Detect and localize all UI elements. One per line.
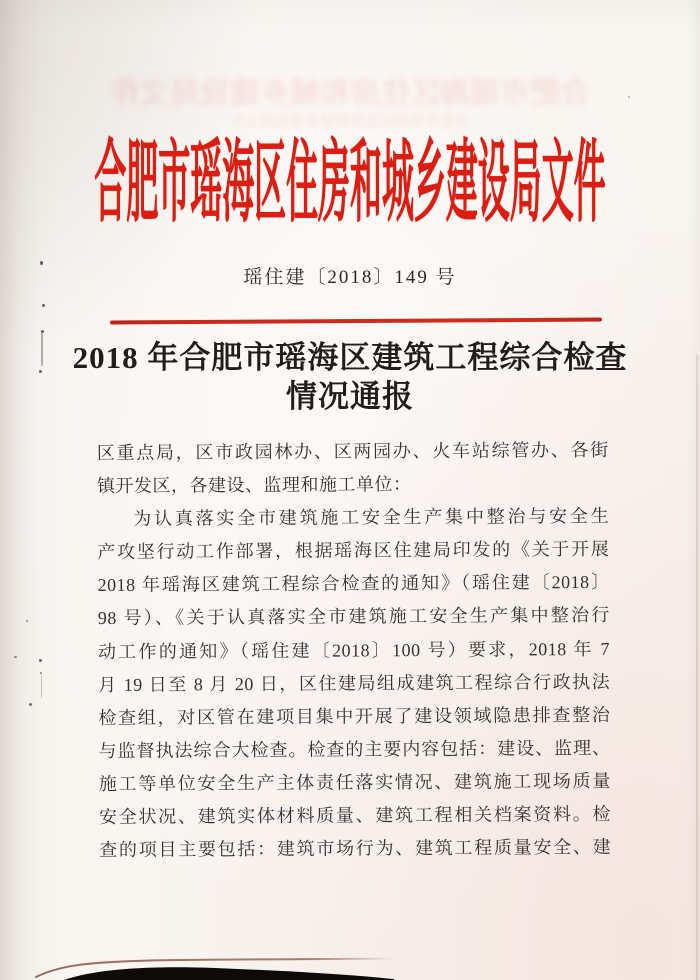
- body-line: 月 19 日至 8 月 20 日，区住建局组成建筑工程综合行政执法: [98, 671, 611, 695]
- page-title-line2: 情况通报: [286, 379, 414, 414]
- body-line: 镇开发区，各建设、监理和施工单位：: [96, 474, 412, 497]
- page-curl-shadow: [0, 938, 700, 980]
- body-text: [97, 434, 612, 867]
- body-line: 为认真落实全市建筑施工安全生产集中整治与安全生: [133, 506, 610, 529]
- body-line: 施工等单位安全生产主体责任落实情况、建筑施工现场质量: [98, 770, 611, 794]
- scan-scratch: [41, 676, 42, 698]
- body-line: 2018 年瑶海区建筑工程综合检查的通知》（瑶住建〔2018〕: [97, 572, 610, 596]
- bleed-through-text: 合肥市瑶海区住房和城乡建设局文件: [110, 77, 590, 110]
- body-line: 检查组，对区管在建项目集中开展了建设领域隐患排查整治: [98, 704, 611, 728]
- binding-mark: [42, 304, 45, 307]
- body-line: 安全状况、建筑实体材料质量、建筑工程相关档案资料。检: [98, 803, 612, 828]
- binding-mark: [26, 620, 28, 622]
- body-line: 98 号）、《关于认真落实全市建筑施工安全生产集中整治行: [97, 605, 610, 629]
- red-divider-line: [110, 317, 602, 324]
- document-number: 瑶住建〔2018〕149 号: [243, 267, 457, 288]
- body-line: 区重点局，区市政园林办、区两园办、火车站综管办、各街: [96, 439, 609, 464]
- binding-mark: [39, 370, 42, 373]
- page-title: [0, 338, 700, 416]
- body-line: 产攻坚行动工作部署，根据瑶海区住建局印发的《关于开展: [97, 539, 610, 563]
- scan-scratch: [41, 333, 43, 366]
- page-title-line1: 2018 年合肥市瑶海区建筑工程综合检查: [72, 340, 628, 375]
- binding-mark: [14, 656, 17, 658]
- agency-title-text: 合肥市瑶海区住房和城乡建设局文件: [94, 134, 606, 233]
- body-line: 动工作的通知》（瑶住建〔2018〕100 号）要求，2018 年 7: [97, 638, 611, 662]
- agency-title: [0, 135, 700, 233]
- dust-speck: [628, 96, 630, 98]
- body-line: 查的项目主要包括：建筑市场行为、建筑工程质量安全、建: [99, 836, 612, 861]
- scan-edge-shadow: [696, 355, 698, 980]
- binding-mark: [40, 261, 43, 265]
- bleed-through-text: 合肥市瑶海区住房和城乡建设局文件: [230, 114, 471, 130]
- binding-mark: [39, 659, 42, 662]
- binding-mark: [40, 672, 42, 674]
- binding-mark: [29, 703, 32, 706]
- body-line: 与监督执法综合大检查。检查的主要内容包括：建设、监理、: [98, 737, 611, 761]
